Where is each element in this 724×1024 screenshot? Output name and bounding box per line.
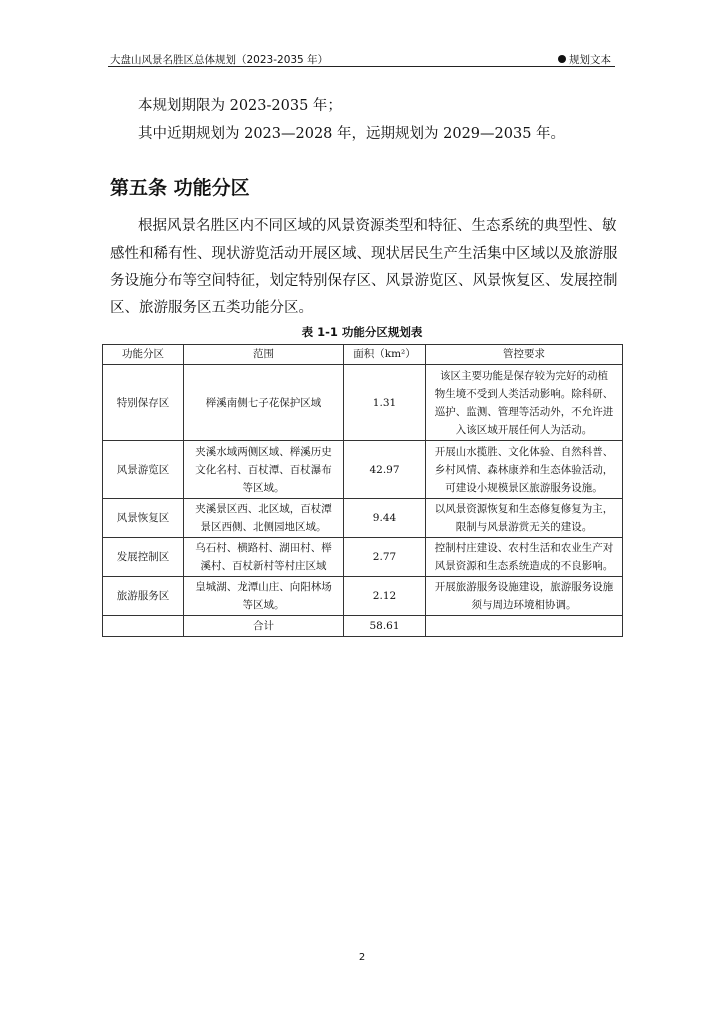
table-total-row — [103, 616, 623, 637]
paragraph-line-4: 区、旅游服务区五类功能分区。 — [110, 300, 313, 316]
scope-cell: 榉溪南侧七子花保护区域 — [184, 365, 344, 441]
section-label — [558, 52, 611, 67]
total-label: 合计 — [184, 616, 344, 637]
section-label-text: 规划文本 — [569, 54, 611, 66]
table-caption: 表 1-1 功能分区规划表 — [301, 325, 423, 339]
zoning-table — [102, 344, 623, 637]
control-cell: 控制村庄建设、农村生活和农业生产对 风景资源和生态系统造成的不良影响。 — [426, 538, 623, 577]
document-title: 大盘山风景名胜区总体规划（2023-2035 年） — [110, 54, 329, 66]
header-scope: 范围 — [184, 345, 344, 365]
control-cell: 开展山水揽胜、文化体验、自然科普、 乡村风情、森林康养和生态体验活动， 可建设小规模景区旅游服务设施。 — [426, 441, 623, 499]
table-row — [103, 577, 623, 616]
page-header — [108, 52, 615, 67]
table-row — [103, 538, 623, 577]
paragraph-line-2: 感性和稀有性、现状游览活动开展区域、现状居民生产生活集中区域以及旅游服 — [110, 246, 618, 262]
total-area: 58.61 — [344, 616, 426, 637]
total-empty-cell — [426, 616, 623, 637]
table-header-row — [103, 345, 623, 365]
zone-cell: 发展控制区 — [103, 538, 184, 577]
header-area: 面积（km²） — [344, 345, 426, 365]
table-row — [103, 499, 623, 538]
zone-cell: 风景恢复区 — [103, 499, 184, 538]
zone-cell: 风景游览区 — [103, 441, 184, 499]
page-number: 2 — [358, 952, 366, 963]
paragraph-line-3: 务设施分布等空间特征，划定特别保存区、风景游览区、风景恢复区、发展控制 — [110, 273, 618, 289]
control-cell: 以风景资源恢复和生态修复修复为主， 限制与风景游赏无关的建设。 — [426, 499, 623, 538]
paragraph-line-1: 根据风景名胜区内不同区域的风景资源类型和特征、生态系统的典型性、敏 — [138, 218, 617, 234]
table-row — [103, 441, 623, 499]
intro-line-1: 本规划期限为 2023-2035 年； — [138, 98, 342, 114]
section-heading: 第五条 功能分区 — [110, 177, 250, 199]
header-zone: 功能分区 — [103, 345, 184, 365]
zone-cell: 特别保存区 — [103, 365, 184, 441]
table-row — [103, 365, 623, 441]
scope-cell: 皇城湖、龙潭山庄、向阳林场 等区域。 — [184, 577, 344, 616]
control-cell: 该区主要功能是保存较为完好的动植 物生境不受到人类活动影响。除科研、 巡护、监测、管理等活动外，不允许进 入该区域开展任何人为活动。 — [426, 365, 623, 441]
zone-cell: 旅游服务区 — [103, 577, 184, 616]
area-cell: 2.77 — [344, 538, 426, 577]
total-empty-cell — [103, 616, 184, 637]
area-cell: 2.12 — [344, 577, 426, 616]
intro-line-2: 其中近期规划为 2023—2028 年，远期规划为 2029—2035 年。 — [138, 126, 566, 142]
scope-cell: 乌石村、横路村、湖田村、榉 溪村、百杖新村等村庄区域 — [184, 538, 344, 577]
area-cell: 1.31 — [344, 365, 426, 441]
area-cell: 42.97 — [344, 441, 426, 499]
scope-cell: 夹溪景区西、北区域，百杖潭 景区西侧、北侧园地区域。 — [184, 499, 344, 538]
scope-cell: 夹溪水域两侧区域、榉溪历史 文化名村、百杖潭、百杖瀑布 等区域。 — [184, 441, 344, 499]
control-cell: 开展旅游服务设施建设，旅游服务设施 须与周边环境相协调。 — [426, 577, 623, 616]
bullet-icon — [558, 55, 566, 63]
header-control: 管控要求 — [426, 345, 623, 365]
area-cell: 9.44 — [344, 499, 426, 538]
